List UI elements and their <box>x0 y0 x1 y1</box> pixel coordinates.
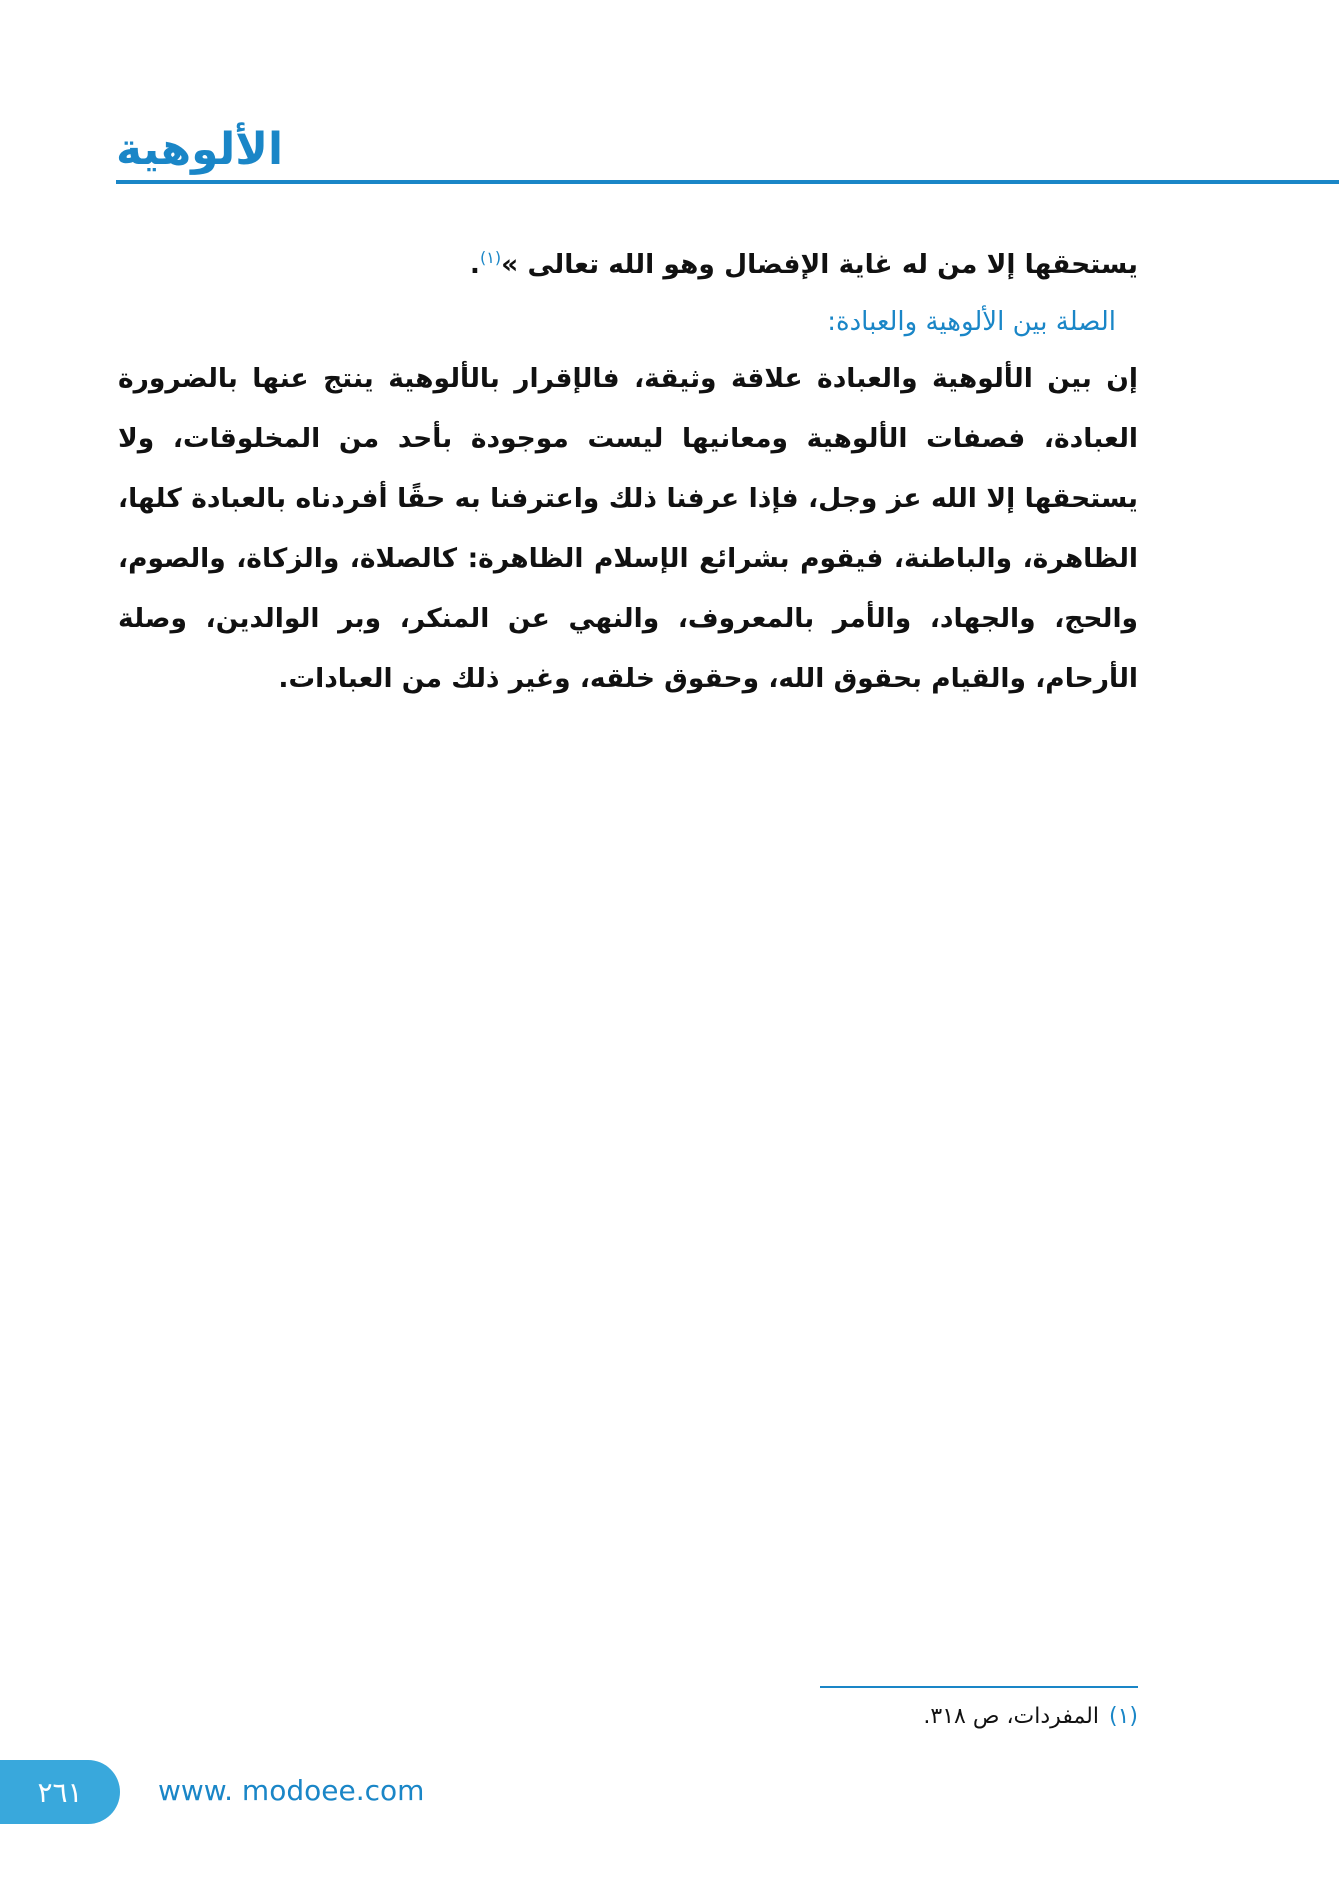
footnote <box>820 1700 1138 1734</box>
page-number-badge: ٢٦١ <box>0 1760 120 1824</box>
footnote-number: (١) <box>1108 1704 1138 1729</box>
section-heading: الصلة بين الألوهية والعبادة: <box>827 306 1116 337</box>
footnote-divider <box>820 1686 1138 1688</box>
continued-text-end: . <box>469 248 480 280</box>
continued-text-line <box>118 228 1138 295</box>
footnote-reference[interactable]: (١) <box>480 248 502 267</box>
footnote-text: المفردات، ص ٣١٨. <box>923 1704 1099 1729</box>
website-link[interactable]: www. modoee.com <box>158 1774 425 1807</box>
page-header-title: الألوهية <box>116 124 284 175</box>
continued-text: يستحقها إلا من له غاية الإفضال وهو الله تعالى » <box>501 248 1138 280</box>
body-paragraph: إن بين الألوهية والعبادة علاقة وثيقة، فالإقرار بالألوهية ينتج عنها بالضرورة العبادة، فصفات الألوهية ومعانيها ليست موجودة بأحد من المخلوقات، ولا يستحقها إلا الله عز وجل، فإذا عرفنا ذلك واعترفنا به حقًا أفردناه بالعبادة كلها، الظاهرة، والباطنة، فيقوم بشرائع الإسلام الظاهرة: كالصلاة، والزكاة، والصوم، والحج، والجهاد، والأمر بالمعروف، والنهي عن المنكر، وبر الوالدين، وصلة الأرحام، والقيام بحقوق الله، وحقوق خلقه، وغير ذلك من العبادات. <box>118 362 1138 694</box>
main-content <box>118 228 1138 709</box>
header-divider <box>116 180 1339 184</box>
